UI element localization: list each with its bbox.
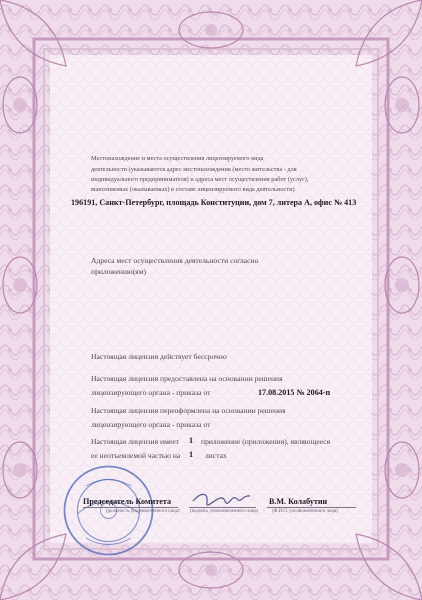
appendix-sheets-label: листах [205, 451, 227, 460]
reissued-line-2: лицензирующего органа - приказа от [91, 420, 211, 429]
position-line [83, 507, 178, 508]
license-address: 196191, Санкт-Петербург, площадь Конституции, дом 7, литера А, офис № 413 [71, 198, 357, 207]
position-caption: (должность уполномоченного лица) [106, 509, 180, 514]
appendix-line-2: ее неотъемлемой частью на [91, 451, 181, 460]
name-caption: (Ф.И.О. уполномоченного лица) [272, 509, 338, 514]
granted-line-2: лицензирующего органа - приказа от [91, 388, 211, 397]
location-label-line-1: Местонахождение и места осуществления лицензируемого вида [91, 155, 264, 162]
signature-caption: (подпись уполномоченного лица) [190, 509, 259, 514]
reissued-line-1: Настоящая лицензия переоформлена на основании решения [91, 406, 286, 415]
granted-line-1: Настоящая лицензия предоставлена на основании решения [91, 374, 283, 383]
appendix-count: 1 [189, 436, 194, 445]
appendix-suffix: приложение (приложения), являющееся [201, 437, 331, 446]
granted-order: 17.08.2015 № 2064-п [258, 388, 331, 397]
location-label-line-2: деятельности (указываются адрес местонахождения (место жительства - для [91, 166, 297, 173]
name-line [267, 507, 356, 508]
activity-addresses-line-1: Адреса мест осуществления деятельности согласно [91, 256, 259, 265]
activity-addresses-line-2: приложению(ям) [91, 267, 146, 276]
signer-title: Председатель Комитета [83, 497, 172, 506]
location-label-line-3: индивидуального предпринимателя) и адреса мест осуществления работ (услуг), [91, 176, 309, 183]
location-label-line-4: выполняемых (оказываемых) в составе лицензируемого вида деятельности) [91, 186, 295, 193]
appendix-sheets-count: 1 [189, 450, 194, 459]
appendix-line-1: Настоящая лицензия имеет [91, 437, 179, 446]
validity-text: Настоящая лицензия действует бессрочно [91, 352, 227, 361]
signer-name: В.М. Колабутин [269, 497, 328, 506]
signature-line [189, 507, 256, 508]
